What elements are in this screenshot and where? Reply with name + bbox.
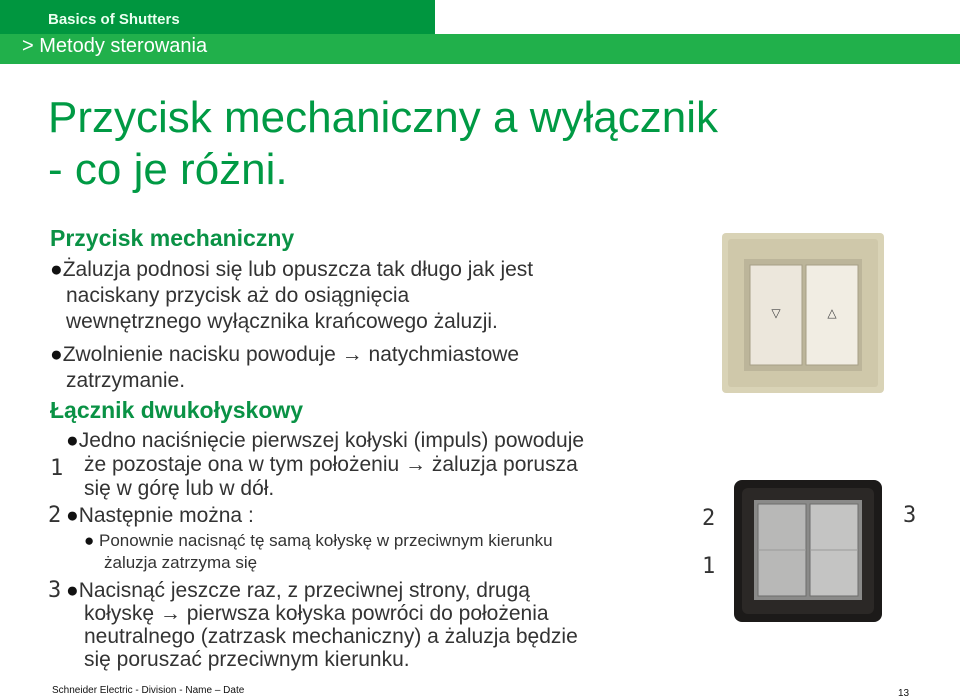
step-3-line-3: neutralnego (zatrzask mechaniczny) a żaluzja będzie <box>84 625 578 648</box>
page-title <box>48 92 718 196</box>
title-line-1: Przycisk mechaniczny a wyłącznik <box>48 93 718 142</box>
push-bullet-2-line-2: zatrzymanie. <box>66 369 186 392</box>
step-2-label: Następnie można : <box>78 504 254 527</box>
bullet-icon: ● <box>50 258 63 281</box>
photo-marker-2: 2 <box>702 506 716 531</box>
step-marker-1: 1 <box>50 456 64 481</box>
step-2-sub-line-1: Ponownie nacisnąć tę samą kołyskę w przeciwnym kierunku <box>99 531 553 550</box>
photo-marker-3: 3 <box>903 503 917 528</box>
step-marker-2: 2 <box>48 503 62 528</box>
push-button-switch-photo <box>722 233 884 393</box>
bullet-icon: ● <box>50 343 63 366</box>
step-1-line-3: się w górę lub w dół. <box>84 477 275 500</box>
step-1 <box>66 428 584 454</box>
push-button-heading: Przycisk mechaniczny <box>50 225 295 251</box>
brand-title: Basics of Shutters <box>48 11 180 28</box>
section-title: > Metody sterowania <box>22 35 208 57</box>
bullet-icon: ● <box>84 531 95 550</box>
push-bullet-1-line-3: wewnętrznego wyłącznika krańcowego żaluzji. <box>66 310 498 333</box>
push-bullet-2-line-1: Zwolnienie nacisku powoduje → natychmiastowe <box>62 343 520 366</box>
bullet-icon: ● <box>66 429 79 452</box>
title-line-2: - co je różni. <box>48 145 288 194</box>
bullet-icon: ● <box>66 504 79 527</box>
step-1-line-2: że pozostaje ona w tym położeniu → żaluzja porusza <box>84 453 578 476</box>
photo-marker-1: 1 <box>702 554 716 579</box>
step-1-line-1: Jedno naciśnięcie pierwszej kołyski (impuls) powoduje <box>78 429 585 452</box>
rocker-switch-heading: Łącznik dwukołyskowy <box>50 397 304 423</box>
down-arrow-icon: ▽ <box>771 306 781 320</box>
push-bullet-1 <box>50 257 533 283</box>
step-2 <box>66 503 254 529</box>
header-bar <box>0 0 960 64</box>
step-2-sub <box>84 530 553 552</box>
step-marker-3: 3 <box>48 578 62 603</box>
up-arrow-icon: △ <box>827 306 837 320</box>
page-number: 13 <box>898 688 910 699</box>
step-2-sub-line-2: żaluzja zatrzyma się <box>104 553 258 572</box>
push-bullet-1-line-1: Żaluzja podnosi się lub opuszcza tak długo jak jest <box>62 258 534 281</box>
step-3-line-4: się poruszać przeciwnym kierunku. <box>84 648 410 671</box>
bullet-icon: ● <box>66 579 79 602</box>
footer-text: Schneider Electric - Division - Name – Date <box>52 685 245 696</box>
step-3-line-2: kołyskę → pierwsza kołyska powróci do położenia <box>84 602 549 625</box>
double-rocker-switch-photo <box>730 474 886 628</box>
push-bullet-2 <box>50 342 519 368</box>
step-3-line-1: Nacisnąć jeszcze raz, z przeciwnej strony, drugą <box>78 579 530 602</box>
push-bullet-1-line-2: naciskany przycisk aż do osiągnięcia <box>66 284 410 307</box>
